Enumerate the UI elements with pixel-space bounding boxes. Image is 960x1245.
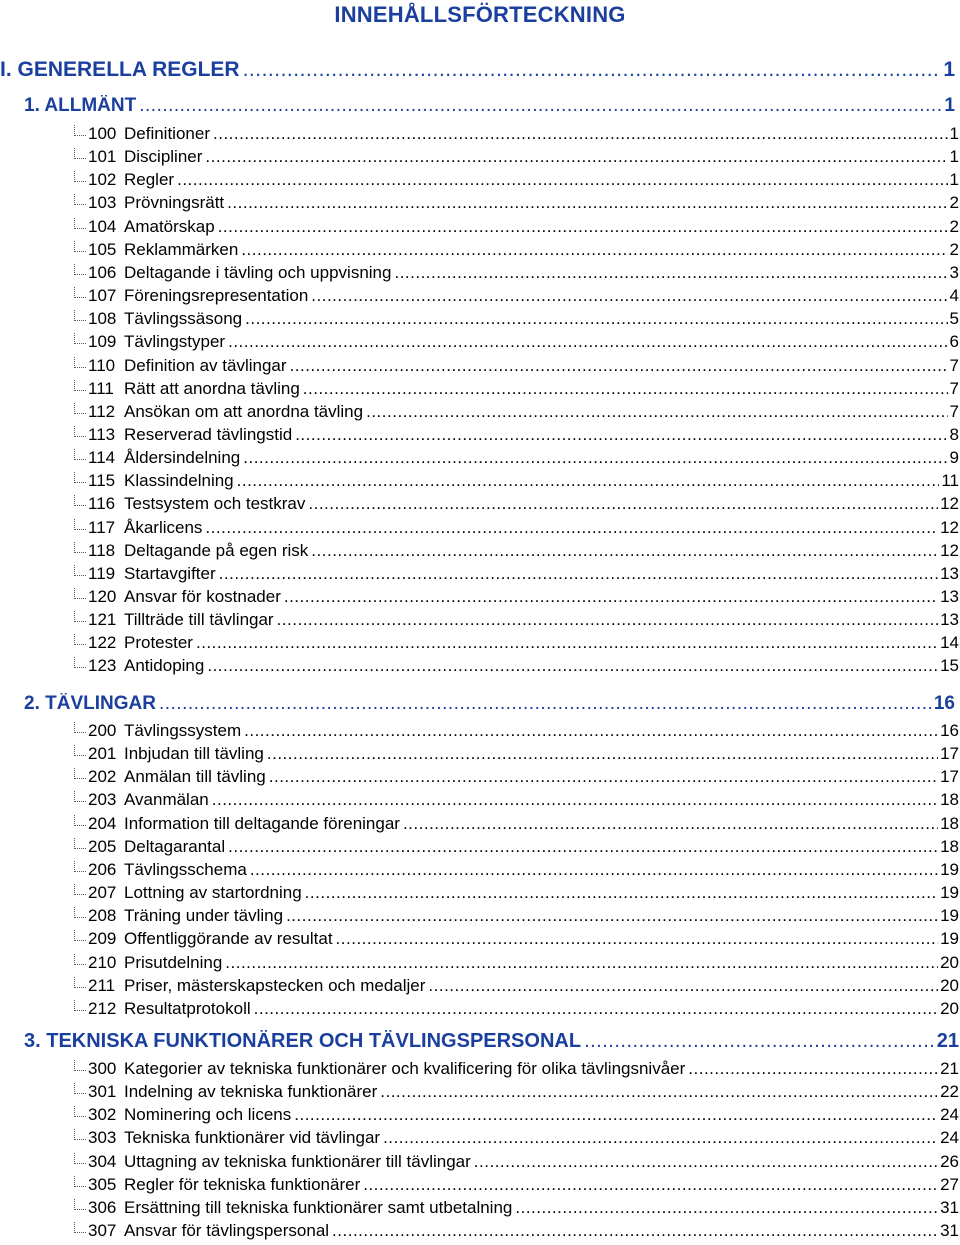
entry-number: 303 <box>88 1128 117 1148</box>
toc-entry-108[interactable] <box>74 309 959 331</box>
entry-number: 201 <box>88 744 117 764</box>
entry-page: 18 <box>940 813 959 833</box>
tree-branch-icon <box>74 170 86 182</box>
entry-page: 20 <box>940 998 959 1018</box>
entry-number: 210 <box>88 952 117 972</box>
chapter-label: 3. TEKNISKA FUNKTIONÄRER OCH TÄVLINGSPERSONAL <box>24 1030 582 1052</box>
toc-entry-206[interactable] <box>74 860 959 882</box>
chapter-page: 1 <box>944 95 955 116</box>
toc-entry-201[interactable] <box>74 744 959 766</box>
dot-leader <box>250 860 938 880</box>
entry-number: 208 <box>88 906 117 926</box>
entry-title: Testsystem och testkrav <box>124 494 306 514</box>
entry-title: Prisutdelning <box>124 952 223 972</box>
dot-leader <box>159 693 932 715</box>
toc-entry-107[interactable] <box>74 286 959 308</box>
toc-entry-105[interactable] <box>74 240 959 262</box>
entry-title: Definitioner <box>124 124 210 143</box>
entry-title: Avanmälan <box>124 790 209 810</box>
dot-leader <box>363 1175 938 1195</box>
entry-page: 24 <box>940 1128 959 1148</box>
toc-entry-303[interactable] <box>74 1128 959 1150</box>
tree-branch-icon <box>74 263 86 275</box>
tree-branch-icon <box>74 193 86 205</box>
entry-number: 307 <box>88 1221 117 1241</box>
entry-page: 12 <box>940 517 959 537</box>
entry-number: 212 <box>88 998 117 1018</box>
toc-entry-306[interactable] <box>74 1198 959 1220</box>
entry-page: 7 <box>949 401 959 421</box>
dot-leader <box>332 1221 938 1241</box>
dot-leader <box>228 837 938 857</box>
entry-title: Anmälan till tävling <box>124 767 266 787</box>
entry-number: 104 <box>88 216 117 236</box>
entry-title: Antidoping <box>124 656 205 676</box>
toc-entry-111[interactable] <box>74 379 959 401</box>
toc-entry-211[interactable] <box>74 976 959 998</box>
dot-leader <box>245 309 947 329</box>
toc-entry-106[interactable] <box>74 263 959 285</box>
entry-number: 301 <box>88 1082 117 1102</box>
entry-page: 19 <box>940 883 959 903</box>
dot-leader <box>219 564 938 584</box>
dot-leader <box>177 170 947 190</box>
entry-number: 207 <box>88 883 117 903</box>
dot-leader <box>294 1105 938 1125</box>
dot-leader <box>474 1152 938 1172</box>
entry-title: Tekniska funktionärer vid tävlingar <box>124 1128 381 1148</box>
tree-branch-icon <box>74 425 86 437</box>
entry-title: Träning under tävling <box>124 906 284 926</box>
toc-entry-300[interactable] <box>74 1059 959 1081</box>
entry-number: 122 <box>88 633 117 653</box>
entry-number: 302 <box>88 1105 117 1125</box>
entry-title: Reserverad tävlingstid <box>124 424 293 444</box>
tree-branch-icon <box>74 744 86 756</box>
entry-page: 19 <box>940 859 959 879</box>
toc-entry-119[interactable] <box>74 564 959 586</box>
tree-branch-icon <box>74 1152 86 1164</box>
dot-leader <box>213 124 948 144</box>
entry-page: 9 <box>949 448 959 468</box>
dot-leader <box>383 1128 938 1148</box>
tree-branch-icon <box>74 379 86 391</box>
entry-number: 202 <box>88 767 117 787</box>
entry-page: 31 <box>940 1221 959 1241</box>
tree-branch-icon <box>74 656 86 668</box>
tree-branch-icon <box>74 587 86 599</box>
entry-page: 18 <box>940 790 959 810</box>
tree-branch-icon <box>74 790 86 802</box>
entry-page: 2 <box>949 193 959 213</box>
entry-page: 2 <box>949 216 959 236</box>
entry-number: 101 <box>88 147 117 167</box>
dot-leader <box>228 332 947 352</box>
tree-branch-icon <box>74 883 86 895</box>
entry-title: Uttagning av tekniska funktionärer till tävlingar <box>124 1151 471 1171</box>
toc-entry-121[interactable] <box>74 610 959 632</box>
entry-page: 11 <box>941 471 959 491</box>
entry-number: 105 <box>88 239 117 259</box>
dot-leader <box>380 1082 938 1102</box>
tree-branch-icon <box>74 356 86 368</box>
entry-page: 20 <box>940 975 959 995</box>
entry-title: Definition av tävlingar <box>124 355 287 375</box>
toc-entry-102[interactable] <box>74 170 959 192</box>
tree-branch-icon <box>74 976 86 988</box>
tree-branch-icon <box>74 124 86 136</box>
dot-leader <box>212 790 938 810</box>
tree-branch-icon <box>74 767 86 779</box>
tree-branch-icon <box>74 240 86 252</box>
entry-title: Kategorier av tekniska funktionärer och kvalificering för olika tävlingsnivåer <box>124 1059 686 1078</box>
entry-title: Prövningsrätt <box>124 193 225 213</box>
entry-number: 300 <box>88 1059 117 1078</box>
entry-number: 113 <box>88 424 116 444</box>
entry-number: 211 <box>88 975 116 995</box>
entry-title: Startavgifter <box>124 563 216 583</box>
entry-number: 107 <box>88 286 117 306</box>
tree-branch-icon <box>74 610 86 622</box>
toc-entry-302[interactable] <box>74 1105 959 1127</box>
entry-page: 7 <box>949 355 959 375</box>
toc-entry-207[interactable] <box>74 883 959 905</box>
entry-number: 200 <box>88 721 117 740</box>
dot-leader <box>243 448 947 468</box>
dot-leader <box>308 494 938 514</box>
dot-leader <box>515 1198 938 1218</box>
entry-title: Åldersindelning <box>124 448 241 468</box>
dot-leader <box>403 814 938 834</box>
entry-title: Klassindelning <box>124 471 234 491</box>
dot-leader <box>394 263 947 283</box>
entry-number: 109 <box>88 332 117 352</box>
entry-number: 204 <box>88 813 117 833</box>
entry-title: Inbjudan till tävling <box>124 744 264 764</box>
toc-entry-122[interactable] <box>74 633 959 655</box>
tree-branch-icon <box>74 217 86 229</box>
toc-entry-200[interactable] <box>74 721 959 743</box>
entry-number: 111 <box>88 378 114 398</box>
entry-title: Deltagande i tävling och uppvisning <box>124 262 392 282</box>
tree-branch-icon <box>74 541 86 553</box>
entry-page: 8 <box>949 424 959 444</box>
dot-leader <box>243 58 942 80</box>
entry-title: Deltagande på egen risk <box>124 540 309 560</box>
toc-part-1[interactable] <box>0 58 955 80</box>
entry-page: 17 <box>940 744 959 764</box>
entry-title: Ansvar för tävlingspersonal <box>124 1221 330 1241</box>
entry-number: 304 <box>88 1151 117 1171</box>
entry-number: 119 <box>88 563 116 583</box>
tree-branch-icon <box>74 1221 86 1233</box>
toc-entry-203[interactable] <box>74 790 959 812</box>
toc-title: INNEHÅLLSFÖRTECKNING <box>334 2 626 27</box>
entry-page: 15 <box>940 656 959 676</box>
entry-number: 123 <box>88 656 117 676</box>
entry-number: 103 <box>88 193 117 213</box>
entry-page: 17 <box>940 767 959 787</box>
entry-title: Offentliggörande av resultat <box>124 929 333 949</box>
entry-number: 116 <box>88 494 116 514</box>
entry-page: 31 <box>940 1197 959 1217</box>
toc-entry-208[interactable] <box>74 906 959 928</box>
entry-title: Nominering och licens <box>124 1105 292 1125</box>
toc-chapter-2[interactable] <box>24 693 955 715</box>
dot-leader <box>205 518 938 538</box>
entry-title: Discipliner <box>124 147 203 167</box>
entry-number: 203 <box>88 790 117 810</box>
dot-leader <box>218 217 948 237</box>
entry-title: Rätt att anordna tävling <box>124 378 300 398</box>
entry-page: 2 <box>949 239 959 259</box>
entry-page: 21 <box>940 1059 959 1078</box>
tree-branch-icon <box>74 564 86 576</box>
toc-entry-112[interactable] <box>74 402 959 424</box>
entry-page: 18 <box>940 836 959 856</box>
entry-page: 14 <box>940 633 959 653</box>
entry-title: Ansvar för kostnader <box>124 587 281 606</box>
entry-number: 106 <box>88 262 117 282</box>
entry-number: 120 <box>88 587 117 606</box>
entry-number: 209 <box>88 929 117 949</box>
tree-branch-icon <box>74 1105 86 1117</box>
entry-title: Tillträde till tävlingar <box>124 610 274 630</box>
toc-entry-307[interactable] <box>74 1221 959 1243</box>
dot-leader <box>305 883 938 903</box>
entry-title: Deltagarantal <box>124 836 226 856</box>
entry-number: 112 <box>88 401 116 421</box>
entry-page: 27 <box>940 1174 959 1194</box>
toc-entry-305[interactable] <box>74 1175 959 1197</box>
tree-branch-icon <box>74 494 86 506</box>
entry-title: Regler för tekniska funktionärer <box>124 1174 361 1194</box>
toc-entry-110[interactable] <box>74 356 959 378</box>
dot-leader <box>227 193 947 213</box>
tree-branch-icon <box>74 721 86 733</box>
toc-chapter-1[interactable] <box>24 95 955 117</box>
chapter-label: 2. TÄVLINGAR <box>24 693 156 714</box>
toc-entry-301[interactable] <box>74 1082 959 1104</box>
tree-branch-icon <box>74 929 86 941</box>
dot-leader <box>286 906 938 926</box>
dot-leader <box>311 541 938 561</box>
tree-branch-icon <box>74 1175 86 1187</box>
tree-branch-icon <box>74 906 86 918</box>
dot-leader <box>225 953 938 973</box>
tree-branch-icon <box>74 1082 86 1094</box>
entry-number: 108 <box>88 309 117 329</box>
tree-branch-icon <box>74 999 86 1011</box>
dot-leader <box>269 767 938 787</box>
toc-entry-115[interactable] <box>74 471 959 493</box>
toc-entry-101[interactable] <box>74 147 959 169</box>
tree-branch-icon <box>74 448 86 460</box>
tree-branch-icon <box>74 309 86 321</box>
entry-page: 13 <box>940 610 959 630</box>
entry-title: Indelning av tekniska funktionärer <box>124 1082 378 1102</box>
toc-entry-205[interactable] <box>74 837 959 859</box>
entry-page: 5 <box>949 309 959 329</box>
dot-leader <box>311 286 947 306</box>
entry-number: 117 <box>88 517 116 537</box>
dot-leader <box>241 240 947 260</box>
entry-page: 22 <box>940 1082 959 1102</box>
entry-number: 114 <box>88 448 116 468</box>
toc-entry-114[interactable] <box>74 448 959 470</box>
entry-number: 100 <box>88 124 117 143</box>
dot-leader <box>336 929 939 949</box>
dot-leader <box>196 633 938 653</box>
entry-title: Protester <box>124 633 193 653</box>
dot-leader <box>366 402 947 422</box>
tree-branch-icon <box>74 1059 86 1071</box>
entry-number: 102 <box>88 170 117 190</box>
toc-entry-212[interactable] <box>74 999 959 1021</box>
toc-entry-104[interactable] <box>74 217 959 239</box>
entry-page: 12 <box>940 494 959 514</box>
toc-entry-123[interactable] <box>74 656 959 678</box>
entry-title: Ersättning till tekniska funktionärer samt utbetalning <box>124 1197 513 1217</box>
toc-entry-209[interactable] <box>74 929 959 951</box>
dot-leader <box>688 1059 938 1079</box>
entry-page: 13 <box>940 587 959 606</box>
entry-title: Reklammärken <box>124 239 239 259</box>
entry-title: Lottning av startordning <box>124 883 302 903</box>
dot-leader <box>584 1030 935 1052</box>
dot-leader <box>284 587 938 607</box>
entry-number: 110 <box>88 355 116 375</box>
toc-chapter-3[interactable] <box>24 1030 959 1052</box>
toc-entry-100[interactable] <box>74 124 959 146</box>
dot-leader <box>237 471 940 491</box>
entry-title: Tävlingstyper <box>124 332 226 352</box>
dot-leader <box>207 656 938 676</box>
entry-page: 1 <box>949 170 959 190</box>
entry-number: 206 <box>88 859 117 879</box>
tree-branch-icon <box>74 147 86 159</box>
toc-entry-113[interactable] <box>74 425 959 447</box>
toc-entry-120[interactable] <box>74 587 959 609</box>
chapter-page: 21 <box>936 1030 959 1052</box>
dot-leader <box>244 721 938 741</box>
dot-leader <box>267 744 938 764</box>
entry-page: 24 <box>940 1105 959 1125</box>
dot-leader <box>277 610 938 630</box>
dot-leader <box>295 425 947 445</box>
toc-entry-304[interactable] <box>74 1152 959 1174</box>
entry-title: Åkarlicens <box>124 517 203 537</box>
part-page: 1 <box>943 58 955 80</box>
toc-entry-118[interactable] <box>74 541 959 563</box>
dot-leader <box>254 999 938 1019</box>
dot-leader <box>205 147 947 167</box>
tree-branch-icon <box>74 860 86 872</box>
tree-branch-icon <box>74 471 86 483</box>
entry-title: Priser, mästerskapstecken och medaljer <box>124 975 426 995</box>
toc-entry-210[interactable] <box>74 953 959 975</box>
tree-branch-icon <box>74 953 86 965</box>
tree-branch-icon <box>74 518 86 530</box>
entry-page: 16 <box>940 721 959 740</box>
dot-leader <box>290 356 948 376</box>
entry-title: Tävlingssäsong <box>124 309 243 329</box>
entry-page: 13 <box>940 563 959 583</box>
chapter-page: 16 <box>933 693 955 714</box>
toc-entry-109[interactable] <box>74 332 959 354</box>
entry-title: Resultatprotokoll <box>124 998 251 1018</box>
toc-entry-202[interactable] <box>74 767 959 789</box>
tree-branch-icon <box>74 837 86 849</box>
tree-branch-icon <box>74 814 86 826</box>
part-label: I. GENERELLA REGLER <box>0 58 240 80</box>
dot-leader <box>139 95 942 117</box>
tree-branch-icon <box>74 402 86 414</box>
entry-title: Tävlingssystem <box>124 721 242 740</box>
tree-branch-icon <box>74 286 86 298</box>
chapter-label: 1. ALLMÄNT <box>24 95 137 116</box>
entry-title: Tävlingsschema <box>124 859 247 879</box>
entry-number: 115 <box>88 471 116 491</box>
entry-page: 20 <box>940 952 959 972</box>
dot-leader <box>303 379 948 399</box>
entry-page: 1 <box>949 147 959 167</box>
entry-page: 19 <box>940 929 959 949</box>
dot-leader <box>428 976 938 996</box>
tree-branch-icon <box>74 1128 86 1140</box>
entry-title: Föreningsrepresentation <box>124 286 309 306</box>
toc-entry-103[interactable] <box>74 193 959 215</box>
entry-page: 12 <box>940 540 959 560</box>
entry-page: 6 <box>949 332 959 352</box>
entry-page: 26 <box>940 1151 959 1171</box>
entry-page: 19 <box>940 906 959 926</box>
entry-number: 306 <box>88 1197 117 1217</box>
toc-entry-204[interactable] <box>74 814 959 836</box>
entry-number: 205 <box>88 836 117 856</box>
toc-entry-117[interactable] <box>74 518 959 540</box>
entry-title: Information till deltagande föreningar <box>124 813 400 833</box>
tree-branch-icon <box>74 1198 86 1210</box>
tree-branch-icon <box>74 332 86 344</box>
tree-branch-icon <box>74 633 86 645</box>
entry-title: Regler <box>124 170 175 190</box>
entry-page: 7 <box>949 378 959 398</box>
entry-page: 3 <box>949 262 959 282</box>
entry-page: 1 <box>949 124 959 143</box>
entry-number: 118 <box>88 540 116 560</box>
entry-page: 4 <box>949 286 959 306</box>
entry-title: Ansökan om att anordna tävling <box>124 401 364 421</box>
toc-entry-116[interactable] <box>74 494 959 516</box>
entry-number: 121 <box>88 610 117 630</box>
entry-number: 305 <box>88 1174 117 1194</box>
entry-title: Amatörskap <box>124 216 215 236</box>
